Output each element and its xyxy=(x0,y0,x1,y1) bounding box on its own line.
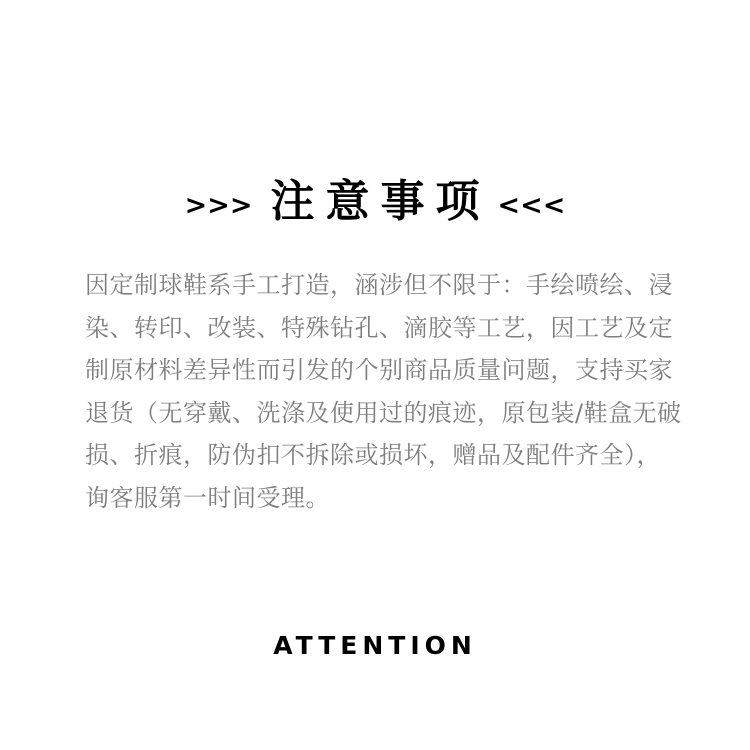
notice-line-3: 制原材料差异性而引发的个别商品质量问题，支持买家 xyxy=(85,356,673,384)
notice-line-4: 退货（无穿戴、洗涤及使用过的痕迹，原包装/鞋盒无破 xyxy=(85,398,682,427)
page-title-text: 注意事项 xyxy=(270,176,491,227)
notice-line-6: 询客服第一时间受理。 xyxy=(85,483,330,512)
chevrons-left-icon: <<< xyxy=(497,189,566,221)
chevrons-right-icon: >>> xyxy=(184,189,253,221)
notice-line-1: 因定制球鞋系手工打造，涵涉但不限于：手绘喷绘、浸 xyxy=(85,271,673,299)
notice-line-5: 损、折痕，防伪扣不拆除或损坏，赠品及配件齐全）， xyxy=(85,441,661,469)
notice-line-2: 染、转印、改装、特殊钻孔、滴胶等工艺，因工艺及定 xyxy=(85,313,673,342)
footer-caption: ATTENTION xyxy=(273,631,477,660)
page-title xyxy=(0,178,750,226)
notice-paragraph xyxy=(85,264,680,519)
